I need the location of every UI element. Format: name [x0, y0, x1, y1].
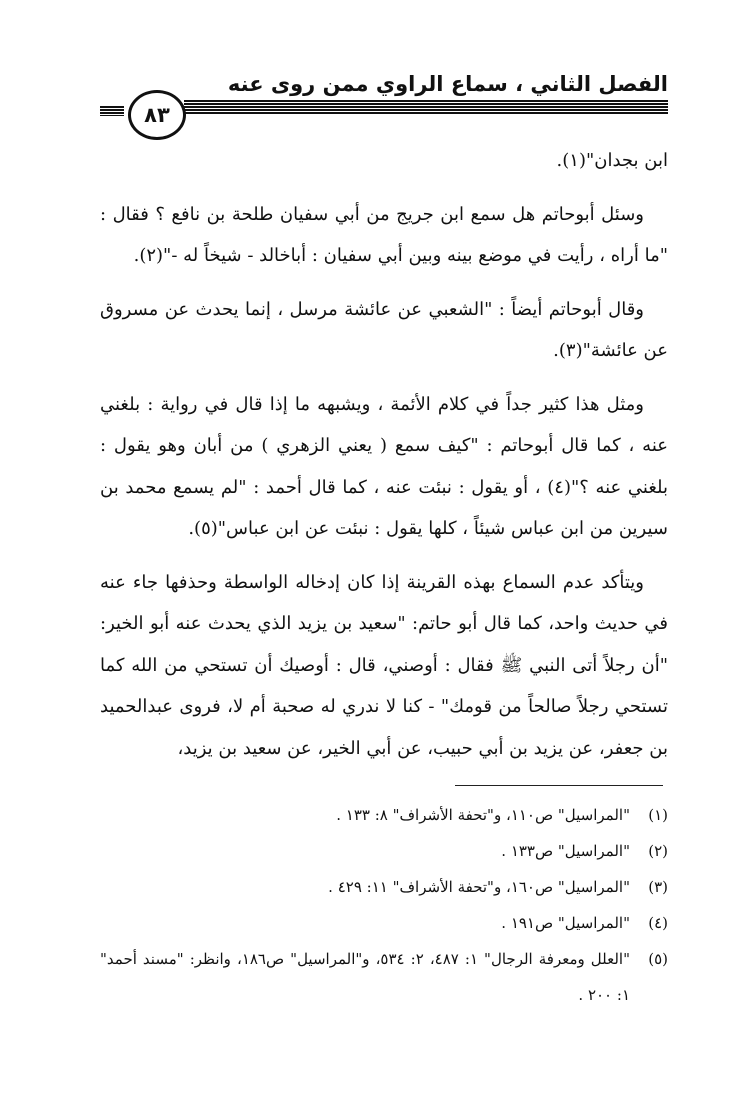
footnote-text: "المراسيل" ص١٦٠، و"تحفة الأشراف" ١١: ٤٢٩ . [328, 878, 630, 896]
footnote-number: (٤) [648, 914, 668, 932]
footnote-number: (٢) [648, 842, 668, 860]
footnote-number: (١) [648, 806, 668, 824]
paragraph: وسئل أبوحاتم هل سمع ابن جريج من أبي سفيان طلحة بن نافع ؟ فقال : "ما أراه ، رأيت في موضع بينه وبين أبي سفيان : أباخالد - شيخاً له -"(٢). [100, 203, 668, 266]
header-rule [184, 100, 668, 114]
paragraph: ابن بجدان"(١). [556, 150, 668, 171]
page-number: ٨٣ [128, 90, 186, 140]
footnote-number: (٣) [648, 878, 668, 896]
footnote-text: "العلل ومعرفة الرجال" ١: ٤٨٧، ٢: ٥٣٤، و"المراسيل" ص١٨٦، وانظر: "مسند أحمد" ١: ٢٠٠ . [100, 950, 631, 1004]
paragraph: ومثل هذا كثير جداً في كلام الأئمة ، ويشبهه ما إذا قال في رواية : بلغني عنه ، كما قال أبوحاتم : "كيف سمع ( يعني الزهري ) من أبان وهو يقول : بلغني عنه ؟"(٤) ، أو يقول : نبئت عنه ، كما قال أحمد : "لم يسمع محمد بن سيرين من ابن عباس شيئاً ، كلها يقول : نبئت عن ابن عباس"(٥). [100, 393, 668, 539]
chapter-title: الفصل الثاني ، سماع الراوي ممن روى عنه [227, 72, 668, 96]
footnotes [100, 797, 668, 1013]
footnote-text: "المراسيل" ص١٣٣ . [501, 842, 630, 860]
paragraph: ويتأكد عدم السماع بهذه القرينة إذا كان إدخاله الواسطة وحذفها جاء عنه في حديث واحد، كما قال أبو حاتم: "سعيد بن يزيد الذي يحدث عنه أبو الخير: "أن رجلاً أتى النبي ﷺ فقال : أوصني، قال : أوصيك أن تستحي من الله كما تستحي رجلاً صالحاً من قومك" - كنا لا ندري له صحبة أم لا، فروى عبدالحميد بن جعفر، عن يزيد بن أبي حبيب، عن أبي الخير، عن سعيد بن يزيد، [100, 571, 668, 759]
footnote [100, 869, 668, 905]
footnote [100, 797, 668, 833]
footnote-number: (٥) [648, 950, 668, 968]
footnote-text: "المراسيل" ص١١٠، و"تحفة الأشراف" ٨: ١٣٣ . [336, 806, 630, 824]
main-text [100, 140, 668, 769]
footnote [100, 905, 668, 941]
header-rule-left [100, 106, 124, 116]
paragraph: وقال أبوحاتم أيضاً : "الشعبي عن عائشة مرسل ، إنما يحدث عن مسروق عن عائشة"(٣). [100, 298, 668, 361]
footnote-text: "المراسيل" ص١٩١ . [501, 914, 630, 932]
footnote-separator [455, 785, 663, 786]
footnote [100, 833, 668, 869]
footnote [100, 941, 668, 1013]
